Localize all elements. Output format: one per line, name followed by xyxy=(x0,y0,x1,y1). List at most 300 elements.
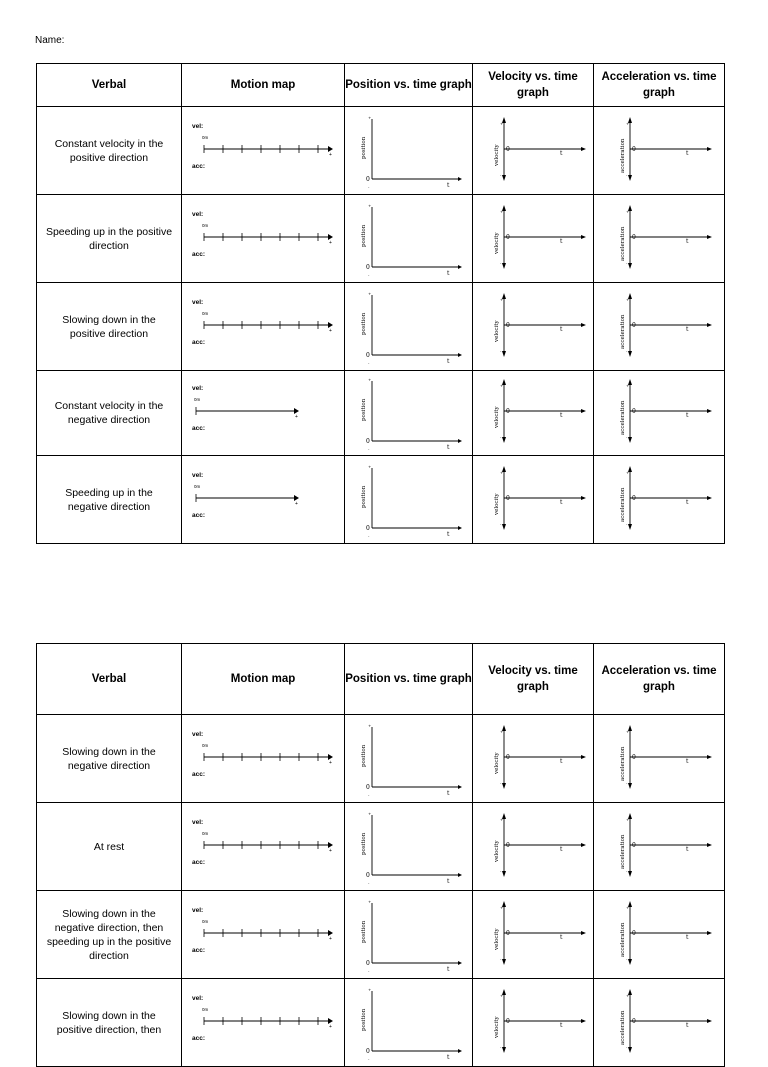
origin-label: 0 xyxy=(365,263,370,271)
vel-label: vel: xyxy=(192,122,204,130)
table-body-2 xyxy=(37,715,725,1067)
y-axis-down-arrow-icon xyxy=(626,956,632,965)
header-acceleration-graph: Acceleration vs. time graph xyxy=(594,644,725,715)
position-axis-label: position xyxy=(360,744,367,767)
worksheet-table-1 xyxy=(36,63,725,544)
velocity-graph-cell xyxy=(473,107,594,195)
header-velocity-graph: Velocity vs. time graph xyxy=(473,64,594,107)
x-axis-arrow-icon xyxy=(581,323,586,327)
time-axis-label: t xyxy=(446,444,449,451)
velocity-axis-label: velocity xyxy=(494,406,500,428)
vel-label: vel: xyxy=(192,298,204,306)
origin-label: 0 xyxy=(506,753,510,761)
acceleration-axis-label: acceleration xyxy=(620,487,626,522)
velocity-axis-label: velocity xyxy=(494,143,500,166)
minus-label: - xyxy=(367,533,369,539)
header-verbal: Verbal xyxy=(37,64,182,107)
plus-label: + xyxy=(367,722,371,728)
acceleration-graph xyxy=(604,895,714,975)
zero-mark-label: 0m xyxy=(202,742,209,748)
minus-label: - xyxy=(500,172,502,178)
plus-label: + xyxy=(500,296,504,302)
motion-map xyxy=(188,988,338,1058)
x-axis-arrow-icon xyxy=(458,785,462,789)
motion-map-cell xyxy=(182,195,345,283)
plus-label: + xyxy=(626,296,630,302)
y-axis-down-arrow-icon xyxy=(500,868,506,877)
acceleration-graph-cell xyxy=(594,715,725,803)
verbal-description: Slowing down in the negative direction, then speeding up in the positive direction xyxy=(37,891,182,979)
acceleration-graph xyxy=(604,807,714,887)
motion-map-cell xyxy=(182,803,345,891)
minus-label: - xyxy=(626,1044,628,1050)
velocity-axis-label: velocity xyxy=(494,927,500,950)
x-axis-arrow-icon xyxy=(581,1019,586,1023)
acc-label: acc: xyxy=(192,511,206,519)
y-axis-down-arrow-icon xyxy=(626,521,632,530)
table-row xyxy=(37,803,725,891)
zero-mark-label: 0m xyxy=(202,830,209,836)
plus-label: + xyxy=(500,992,504,998)
time-axis-label: t xyxy=(560,412,563,419)
x-axis-arrow-icon xyxy=(581,235,586,239)
table-body-1 xyxy=(37,107,725,544)
x-axis-arrow-icon xyxy=(458,526,462,530)
header-acceleration-graph: Acceleration vs. time graph xyxy=(594,64,725,107)
time-axis-label: t xyxy=(686,149,689,157)
position-graph xyxy=(354,895,464,975)
table-row xyxy=(37,715,725,803)
zero-mark-label: 0m xyxy=(202,134,209,140)
acceleration-axis-label: acceleration xyxy=(620,1010,626,1045)
plus-direction-label: + xyxy=(329,327,332,334)
time-axis-label: t xyxy=(560,933,563,941)
velocity-graph-cell xyxy=(473,456,594,544)
plus-label: + xyxy=(367,463,371,469)
plus-label: + xyxy=(500,728,504,734)
velocity-graph xyxy=(478,719,588,799)
time-axis-label: t xyxy=(446,789,449,797)
table-row xyxy=(37,456,725,544)
origin-label: 0 xyxy=(632,753,636,761)
table-row xyxy=(37,107,725,195)
minus-label: - xyxy=(500,868,502,874)
origin-label: 0 xyxy=(506,494,510,502)
plus-label: + xyxy=(367,290,371,296)
verbal-description: At rest xyxy=(37,803,182,891)
acceleration-axis-label: acceleration xyxy=(620,746,626,781)
acceleration-axis-label: acceleration xyxy=(620,226,626,261)
x-axis-arrow-icon xyxy=(458,353,462,357)
minus-label: - xyxy=(626,521,628,527)
minus-label: - xyxy=(367,1056,369,1062)
origin-label: 0 xyxy=(632,145,636,153)
x-axis-arrow-icon xyxy=(581,496,586,500)
minus-label: - xyxy=(626,260,628,266)
name-label: Name: xyxy=(35,35,65,46)
motion-map-cell xyxy=(182,456,345,544)
header-row xyxy=(37,644,725,715)
position-graph-cell xyxy=(345,195,473,283)
table-row xyxy=(37,371,725,456)
velocity-graph-cell xyxy=(473,195,594,283)
time-axis-label: t xyxy=(560,498,563,506)
minus-label: - xyxy=(367,880,369,886)
y-axis-down-arrow-icon xyxy=(500,172,506,181)
velocity-graph-cell xyxy=(473,715,594,803)
acc-label: acc: xyxy=(192,946,206,954)
acceleration-graph xyxy=(604,460,714,540)
x-axis-arrow-icon xyxy=(581,147,586,151)
velocity-graph-cell xyxy=(473,979,594,1067)
y-axis-down-arrow-icon xyxy=(500,1044,506,1053)
position-graph-cell xyxy=(345,891,473,979)
velocity-axis-label: velocity xyxy=(494,1015,500,1038)
minus-label: - xyxy=(500,956,502,962)
x-axis-arrow-icon xyxy=(458,265,462,269)
time-axis-label: t xyxy=(446,357,449,365)
plus-label: + xyxy=(626,992,630,998)
velocity-axis-label: velocity xyxy=(494,751,500,774)
velocity-axis-label: velocity xyxy=(494,319,500,342)
position-graph-cell xyxy=(345,371,473,456)
acc-label: acc: xyxy=(192,858,206,866)
verbal-description: Speeding up in the negative direction xyxy=(37,456,182,544)
velocity-graph xyxy=(478,983,588,1063)
position-graph xyxy=(354,719,464,799)
x-axis-arrow-icon xyxy=(707,843,712,847)
plus-label: + xyxy=(367,202,371,208)
motion-map-cell xyxy=(182,371,345,456)
vel-label: vel: xyxy=(192,210,204,218)
time-axis-label: t xyxy=(560,757,563,765)
acceleration-graph-cell xyxy=(594,891,725,979)
acceleration-graph-cell xyxy=(594,107,725,195)
acceleration-graph-cell xyxy=(594,803,725,891)
velocity-graph xyxy=(478,373,588,453)
zero-mark-label: 0m xyxy=(202,222,209,228)
origin-label: 0 xyxy=(365,1047,370,1055)
acceleration-axis-label: acceleration xyxy=(620,314,626,349)
time-axis-label: t xyxy=(686,325,689,333)
acc-label: acc: xyxy=(192,770,206,778)
verbal-description: Constant velocity in the negative direction xyxy=(37,371,182,456)
motion-map xyxy=(188,378,338,448)
position-axis-label: position xyxy=(360,312,367,335)
position-axis-label: position xyxy=(360,920,367,943)
motion-map xyxy=(188,116,338,186)
origin-label: 0 xyxy=(632,321,636,329)
verbal-description: Slowing down in the positive direction, then xyxy=(37,979,182,1067)
x-axis-arrow-icon xyxy=(707,931,712,935)
verbal-description: Speeding up in the positive direction xyxy=(37,195,182,283)
motion-map xyxy=(188,724,338,794)
origin-label: 0 xyxy=(365,783,370,791)
time-axis-label: t xyxy=(560,325,563,333)
acceleration-graph-cell xyxy=(594,195,725,283)
time-axis-label: t xyxy=(446,877,449,885)
origin-label: 0 xyxy=(506,321,510,329)
plus-label: + xyxy=(626,816,630,822)
plus-direction-label: + xyxy=(329,847,332,854)
motion-map-cell xyxy=(182,107,345,195)
origin-label: 0 xyxy=(506,841,510,849)
minus-label: - xyxy=(500,260,502,266)
acceleration-graph-cell xyxy=(594,371,725,456)
motion-map xyxy=(188,465,338,535)
acceleration-graph xyxy=(604,287,714,367)
position-graph xyxy=(354,373,464,453)
minus-label: - xyxy=(367,272,369,278)
acc-label: acc: xyxy=(192,425,206,432)
plus-label: + xyxy=(626,469,630,475)
plus-label: + xyxy=(500,469,504,475)
plus-direction-label: + xyxy=(295,414,298,420)
position-graph xyxy=(354,807,464,887)
plus-label: + xyxy=(500,816,504,822)
x-axis-arrow-icon xyxy=(581,843,586,847)
y-axis-down-arrow-icon xyxy=(500,348,506,357)
velocity-graph xyxy=(478,199,588,279)
plus-direction-label: + xyxy=(329,151,332,158)
minus-label: - xyxy=(500,1044,502,1050)
motion-map-cell xyxy=(182,283,345,371)
plus-label: + xyxy=(367,898,371,904)
y-axis-down-arrow-icon xyxy=(500,956,506,965)
time-axis-label: t xyxy=(686,498,689,506)
x-axis-arrow-icon xyxy=(581,931,586,935)
worksheet-table-2 xyxy=(36,643,725,1067)
time-axis-label: t xyxy=(446,269,449,277)
origin-label: 0 xyxy=(365,438,370,445)
motion-map xyxy=(188,812,338,882)
plus-label: + xyxy=(500,383,504,388)
x-axis-arrow-icon xyxy=(707,235,712,239)
acceleration-axis-label: acceleration xyxy=(620,922,626,957)
position-graph-cell xyxy=(345,715,473,803)
plus-label: + xyxy=(367,986,371,992)
plus-label: + xyxy=(367,377,371,382)
minus-label: - xyxy=(626,172,628,178)
x-axis-arrow-icon xyxy=(707,496,712,500)
minus-label: - xyxy=(626,956,628,962)
vel-label: vel: xyxy=(192,471,204,479)
vel-label: vel: xyxy=(192,906,204,914)
acceleration-graph xyxy=(604,111,714,191)
vel-label: vel: xyxy=(192,818,204,826)
table-row xyxy=(37,283,725,371)
velocity-graph-cell xyxy=(473,803,594,891)
acceleration-axis-label: acceleration xyxy=(620,834,626,869)
acceleration-graph xyxy=(604,373,714,453)
minus-label: - xyxy=(626,435,628,440)
motion-map xyxy=(188,292,338,362)
origin-label: 0 xyxy=(506,145,510,153)
x-axis-arrow-icon xyxy=(458,873,462,877)
position-graph-cell xyxy=(345,456,473,544)
origin-label: 0 xyxy=(365,351,370,359)
x-axis-arrow-icon xyxy=(707,147,712,151)
minus-label: - xyxy=(500,780,502,786)
plus-direction-label: + xyxy=(329,239,332,246)
acceleration-graph-cell xyxy=(594,456,725,544)
header-motion-map: Motion map xyxy=(182,644,345,715)
minus-label: - xyxy=(367,792,369,798)
time-axis-label: t xyxy=(446,181,449,189)
x-axis-arrow-icon xyxy=(581,409,586,413)
position-axis-label: position xyxy=(360,832,367,855)
minus-label: - xyxy=(626,780,628,786)
origin-label: 0 xyxy=(506,929,510,937)
acceleration-axis-label: acceleration xyxy=(620,400,626,435)
position-graph xyxy=(354,287,464,367)
velocity-graph xyxy=(478,287,588,367)
origin-label: 0 xyxy=(632,841,636,849)
table-row xyxy=(37,891,725,979)
y-axis-down-arrow-icon xyxy=(626,172,632,181)
zero-mark-label: 0m xyxy=(202,1006,209,1012)
time-axis-label: t xyxy=(446,965,449,973)
plus-label: + xyxy=(626,728,630,734)
origin-label: 0 xyxy=(506,233,510,241)
x-axis-arrow-icon xyxy=(458,439,462,443)
x-axis-arrow-icon xyxy=(458,961,462,965)
position-graph xyxy=(354,983,464,1063)
position-graph-cell xyxy=(345,283,473,371)
minus-label: - xyxy=(500,521,502,527)
acceleration-graph xyxy=(604,199,714,279)
minus-label: - xyxy=(367,184,369,190)
header-motion-map: Motion map xyxy=(182,64,345,107)
origin-label: 0 xyxy=(365,175,370,183)
origin-label: 0 xyxy=(365,959,370,967)
acceleration-graph-cell xyxy=(594,979,725,1067)
time-axis-label: t xyxy=(446,1053,449,1061)
time-axis-label: t xyxy=(446,530,449,538)
plus-label: + xyxy=(626,904,630,910)
minus-label: - xyxy=(626,348,628,354)
y-axis-down-arrow-icon xyxy=(628,437,632,443)
vel-label: vel: xyxy=(192,730,204,738)
plus-direction-label: + xyxy=(329,1023,332,1030)
velocity-graph xyxy=(478,111,588,191)
time-axis-label: t xyxy=(686,845,689,853)
time-axis-label: t xyxy=(686,412,689,419)
vel-label: vel: xyxy=(192,385,204,392)
position-graph-cell xyxy=(345,803,473,891)
velocity-graph-cell xyxy=(473,283,594,371)
plus-label: + xyxy=(626,208,630,214)
time-axis-label: t xyxy=(686,933,689,941)
velocity-axis-label: velocity xyxy=(494,231,500,254)
time-axis-label: t xyxy=(560,845,563,853)
velocity-graph-cell xyxy=(473,891,594,979)
x-axis-arrow-icon xyxy=(707,323,712,327)
verbal-description: Slowing down in the positive direction xyxy=(37,283,182,371)
origin-label: 0 xyxy=(632,408,636,415)
position-graph xyxy=(354,199,464,279)
y-axis-down-arrow-icon xyxy=(500,780,506,789)
x-axis-arrow-icon xyxy=(458,177,462,181)
acc-label: acc: xyxy=(192,1034,206,1042)
minus-label: - xyxy=(367,447,369,452)
x-axis-arrow-icon xyxy=(707,755,712,759)
origin-label: 0 xyxy=(365,871,370,879)
origin-label: 0 xyxy=(506,408,510,415)
time-axis-label: t xyxy=(686,237,689,245)
header-position-graph: Position vs. time graph xyxy=(345,64,473,107)
plus-label: + xyxy=(626,120,630,126)
header-position-graph: Position vs. time graph xyxy=(345,644,473,715)
x-axis-arrow-icon xyxy=(707,1019,712,1023)
y-axis-down-arrow-icon xyxy=(626,1044,632,1053)
table-row xyxy=(37,979,725,1067)
minus-label: - xyxy=(367,360,369,366)
motion-map-cell xyxy=(182,891,345,979)
acc-label: acc: xyxy=(192,162,206,170)
y-axis-down-arrow-icon xyxy=(626,780,632,789)
time-axis-label: t xyxy=(560,1021,563,1029)
motion-map-cell xyxy=(182,979,345,1067)
zero-mark-label: 0m xyxy=(202,310,209,316)
position-graph xyxy=(354,111,464,191)
plus-label: + xyxy=(500,208,504,214)
plus-label: + xyxy=(626,383,630,388)
plus-label: + xyxy=(500,120,504,126)
zero-mark-label: 0m xyxy=(194,483,201,489)
header-row xyxy=(37,64,725,107)
time-axis-label: t xyxy=(560,149,563,157)
position-graph-cell xyxy=(345,979,473,1067)
x-axis-arrow-icon xyxy=(458,1049,462,1053)
minus-label: - xyxy=(500,348,502,354)
x-axis-arrow-icon xyxy=(581,755,586,759)
plus-direction-label: + xyxy=(295,500,298,507)
y-axis-down-arrow-icon xyxy=(500,521,506,530)
position-axis-label: position xyxy=(360,1008,367,1031)
acc-label: acc: xyxy=(192,338,206,346)
header-velocity-graph: Velocity vs. time graph xyxy=(473,644,594,715)
position-graph-cell xyxy=(345,107,473,195)
time-axis-label: t xyxy=(686,757,689,765)
origin-label: 0 xyxy=(632,233,636,241)
velocity-graph xyxy=(478,807,588,887)
velocity-graph xyxy=(478,460,588,540)
acceleration-axis-label: acceleration xyxy=(620,138,626,173)
origin-label: 0 xyxy=(632,494,636,502)
time-axis-label: t xyxy=(686,1021,689,1029)
y-axis-down-arrow-icon xyxy=(502,437,506,443)
header-verbal: Verbal xyxy=(37,644,182,715)
origin-label: 0 xyxy=(506,1017,510,1025)
y-axis-down-arrow-icon xyxy=(626,260,632,269)
position-axis-label: position xyxy=(360,224,367,247)
vel-label: vel: xyxy=(192,994,204,1002)
acceleration-graph xyxy=(604,983,714,1063)
acc-label: acc: xyxy=(192,250,206,258)
origin-label: 0 xyxy=(632,929,636,937)
position-axis-label: position xyxy=(360,398,367,421)
y-axis-down-arrow-icon xyxy=(626,348,632,357)
table-row xyxy=(37,195,725,283)
position-graph xyxy=(354,460,464,540)
plus-label: + xyxy=(367,114,371,120)
verbal-description: Constant velocity in the positive direction xyxy=(37,107,182,195)
time-axis-label: t xyxy=(560,237,563,245)
velocity-axis-label: velocity xyxy=(494,839,500,862)
y-axis-down-arrow-icon xyxy=(500,260,506,269)
acceleration-graph xyxy=(604,719,714,799)
